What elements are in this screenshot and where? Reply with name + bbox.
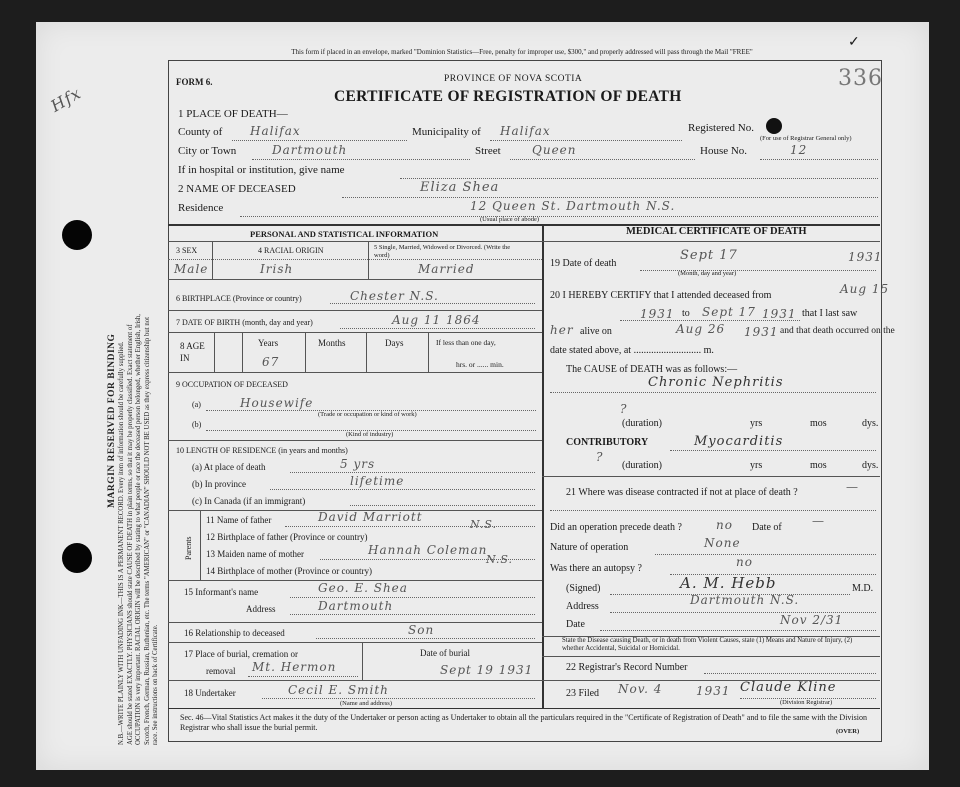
racial-origin-value: Irish xyxy=(260,262,294,276)
signed-date-value: Nov 2/31 xyxy=(780,613,844,627)
contributory-yrs-label: yrs xyxy=(750,460,763,471)
city-value: Dartmouth xyxy=(272,143,348,157)
autopsy-value: no xyxy=(736,555,753,569)
filed-value: Nov. 4 xyxy=(618,682,663,696)
contributory-value: Myocarditis xyxy=(694,434,784,449)
days-label: Days xyxy=(385,338,404,348)
relationship-value: Son xyxy=(408,623,435,637)
relationship-label: 16 Relationship to deceased xyxy=(184,628,285,638)
date-of-death-label: 19 Date of death xyxy=(550,258,617,269)
father-birthplace-value: N.S. xyxy=(470,518,498,531)
undertaker-label: 18 Undertaker xyxy=(184,688,236,698)
father-name-value: David Marriott xyxy=(318,510,423,524)
signed-date-label: Date xyxy=(566,619,585,630)
in-province-value: lifetime xyxy=(350,474,405,488)
contributory-label: CONTRIBUTORY xyxy=(566,437,649,448)
burial-date-label: Date of burial xyxy=(420,648,470,658)
mother-name-value: Hannah Coleman xyxy=(368,543,488,557)
street-value: Queen xyxy=(532,143,577,157)
marital-status-label: 5 Single, Married, Widowed or Divorced. (Write the word) xyxy=(374,244,511,259)
operation-value: no xyxy=(716,518,733,532)
ink-blot xyxy=(766,118,782,134)
abode-note: (Usual place of abode) xyxy=(480,216,540,223)
punch-hole-top xyxy=(62,220,92,250)
personal-heading: PERSONAL AND STATISTICAL INFORMATION xyxy=(250,229,439,239)
mother-birthplace-value: N.S. xyxy=(486,553,514,566)
alive-on-value: Aug 26 xyxy=(676,322,726,336)
mother-birthplace-label: 14 Birthplace of mother (Province or country) xyxy=(206,566,372,576)
residence-value: 12 Queen St. Dartmouth N.S. xyxy=(470,199,676,213)
date-stated-label: date stated above, at ........................... m. xyxy=(550,345,714,356)
postage-notice: This form if placed in an envelope, marked "Dominion Statistics—Free, penalty for improper use, $300," and properly addressed will pass through the Mail "FREE" xyxy=(291,48,753,56)
age-years-value: 67 xyxy=(262,355,280,369)
margin-handwriting: Hfx xyxy=(47,83,85,116)
marital-status-value: Married xyxy=(418,262,475,276)
industry-note: (Kind of industry) xyxy=(346,431,394,438)
and-death-label: and that death occurred on the xyxy=(780,326,895,336)
birthplace-value: Chester N.S. xyxy=(350,289,439,303)
operation-label: Did an operation precede death ? xyxy=(550,522,682,533)
father-birthplace-label: 12 Birthplace of father (Province or country) xyxy=(206,532,368,542)
date-of-death-year: 1931 xyxy=(848,250,883,264)
trade-note: (Trade or occupation or kind of work) xyxy=(318,411,417,418)
house-value: 12 xyxy=(790,143,808,157)
occupation-b-label: (b) xyxy=(192,420,202,429)
certify-label: 20 I HEREBY CERTIFY that I attended deceased from xyxy=(550,290,772,301)
in-canada-label: (c) In Canada (if an immigrant) xyxy=(192,496,306,506)
contributory-mos-label: mos xyxy=(810,460,827,471)
undertaker-note: (Name and address) xyxy=(340,700,392,707)
sex-label: 3 SEX xyxy=(176,246,198,255)
nature-label: Nature of operation xyxy=(550,542,629,553)
contributory-duration-label: (duration) xyxy=(622,460,662,471)
city-label: City or Town xyxy=(178,145,237,157)
her-value: her xyxy=(550,323,574,337)
date-of-birth-label: 7 DATE OF BIRTH (month, day and year) xyxy=(176,318,313,327)
burial-place-value: Mt. Hermon xyxy=(252,660,337,674)
racial-origin-label: 4 RACIAL ORIGIN xyxy=(258,246,324,255)
registered-label: Registered No. xyxy=(688,122,754,134)
burial-date-value: Sept 19 1931 xyxy=(440,663,534,677)
at-place-value: 5 yrs xyxy=(340,457,376,471)
date-of-death-note: (Month, day and year) xyxy=(678,270,737,277)
registrar-record-label: 22 Registrar's Record Number xyxy=(566,662,688,673)
filed-label: 23 Filed xyxy=(566,688,600,699)
informant-address-value: Dartmouth xyxy=(318,599,394,613)
burial-label: 17 Place of burial, cremation or xyxy=(184,649,298,659)
father-name-label: 11 Name of father xyxy=(206,515,272,525)
less-than-day-label: If less than one day, xyxy=(436,338,496,347)
street-label: Street xyxy=(475,145,501,157)
signed-value: A. M. Hebb xyxy=(680,574,777,592)
age-label: 8 AGE IN xyxy=(180,341,205,363)
contributory-dys-label: dys. xyxy=(862,460,879,471)
filed-year: 1931 xyxy=(696,684,731,698)
date-of-birth-value: Aug 11 1864 xyxy=(392,313,481,327)
check-mark: ✓ xyxy=(848,35,860,50)
house-label: House No. xyxy=(700,145,748,157)
state-disease-note: State the Disease causing Death, or in death from Violent Causes, state (1) Means and Nature of Injury, (2) whether Accidental, Suicidal or Homicidal. xyxy=(562,637,853,652)
sex-value: Male xyxy=(174,262,209,276)
province-heading: PROVINCE OF NOVA SCOTIA xyxy=(444,74,583,84)
margin-reserved-label: MARGIN RESERVED FOR BINDING xyxy=(107,333,117,508)
footer-note: Sec. 46—Vital Statistics Act makes it the duty of the Undertaker or person acting as Undertaker to obtain all the particulars required in the "Certificate of Registration of Death" and to file the same with the Division Registrar who shall issue the burial permit. xyxy=(180,713,867,732)
cause-duration-value: ? xyxy=(620,402,628,416)
contributory-duration-value: ? xyxy=(596,450,604,464)
to-label: to xyxy=(682,308,690,319)
physician-address-label: Address xyxy=(566,601,599,612)
residence-label: Residence xyxy=(178,202,224,214)
cause-mos-label: mos xyxy=(810,418,827,429)
cause-yrs-label: yrs xyxy=(750,418,763,429)
medical-heading: MEDICAL CERTIFICATE OF DEATH xyxy=(626,226,807,237)
cause-label: The CAUSE of DEATH was as follows:— xyxy=(566,364,738,375)
deceased-name-value: Eliza Shea xyxy=(420,180,500,195)
municipality-label: Municipality of xyxy=(412,126,481,138)
attended-from-value: Aug 15 xyxy=(840,282,890,296)
cause-duration-label: (duration) xyxy=(622,418,662,429)
hospital-label: If in hospital or institution, give name xyxy=(178,164,345,176)
division-registrar-value: Claude Kline xyxy=(740,680,837,695)
form-number: FORM 6. xyxy=(176,77,213,87)
date-of-label: Date of xyxy=(752,522,782,533)
attended-to-year: 1931 xyxy=(762,307,797,321)
attended-to-value: Sept 17 xyxy=(702,305,756,319)
in-province-label: (b) In province xyxy=(192,479,246,489)
date-of-death-value: Sept 17 xyxy=(680,248,738,263)
undertaker-value: Cecil E. Smith xyxy=(288,683,389,697)
footer-over: (OVER) xyxy=(836,728,860,735)
cause-dys-label: dys. xyxy=(862,418,879,429)
page-number: 336 xyxy=(838,66,883,91)
occupation-value: Housewife xyxy=(240,396,314,410)
signed-label: (Signed) xyxy=(566,583,601,594)
place-of-death-heading: 1 PLACE OF DEATH— xyxy=(178,108,288,120)
last-saw-label: that I last saw xyxy=(802,308,858,319)
county-label: County of xyxy=(178,126,223,138)
physician-address-value: Dartmouth N.S. xyxy=(690,593,800,607)
hrs-min-label: hrs. or ...... min. xyxy=(456,360,504,369)
informant-label: 15 Informant's name xyxy=(184,587,259,597)
mother-name-label: 13 Maiden name of mother xyxy=(206,549,304,559)
attended-from-year: 1931 xyxy=(640,307,675,321)
years-label: Years xyxy=(258,338,279,348)
parents-label: Parents xyxy=(184,536,193,560)
contracted-dash: — xyxy=(846,480,859,494)
alive-on-label: alive on xyxy=(580,326,612,337)
nature-value: None xyxy=(704,536,741,550)
registered-note: (For use of Registrar General only) xyxy=(760,135,852,142)
at-place-label: (a) At place of death xyxy=(192,462,266,472)
informant-value: Geo. E. Shea xyxy=(318,581,408,595)
informant-address-label: Address xyxy=(246,604,276,614)
occupation-label: 9 OCCUPATION OF DECEASED xyxy=(176,380,288,389)
months-label: Months xyxy=(318,338,346,348)
division-registrar-note: (Division Registrar) xyxy=(780,699,833,706)
date-of-dash: — xyxy=(812,514,825,528)
birthplace-label: 6 BIRTHPLACE (Province or country) xyxy=(176,294,302,303)
alive-on-year: 1931 xyxy=(744,325,779,339)
deceased-name-label: 2 NAME OF DECEASED xyxy=(178,183,296,195)
removal-label: removal xyxy=(206,666,236,676)
margin-note: N.B.—WRITE PLAINLY WITH UNFADING INK—THIS IS A PERMANENT RECORD. Every item of information should be carefully supplied. AGE should be stated EXACTLY. PHYSICIANS should state CAUSE OF DEATH in plain terms, so that it may be properly classified. Exact statement of OCCUPATION is very important. RACIAL ORIGIN will be described by stating to what people or race the deceased person belonged, whether English, Irish, Scotch, French, German, Russian, Ruthenian, etc. The terms "AMERICAN" or "CANADIAN" SHOULD NOT BE USED as they express citizenship but not race. See instructions on back of Certificate. xyxy=(118,313,159,745)
autopsy-label: Was there an autopsy ? xyxy=(550,563,642,574)
md-label: M.D. xyxy=(852,583,874,594)
cause-value: Chronic Nephritis xyxy=(648,375,784,390)
municipality-value: Halifax xyxy=(500,124,551,138)
contracted-label: 21 Where was disease contracted if not at place of death ? xyxy=(566,487,798,498)
page-title: CERTIFICATE OF REGISTRATION OF DEATH xyxy=(334,88,682,105)
length-of-residence-label: 10 LENGTH OF RESIDENCE (in years and months) xyxy=(176,446,348,455)
occupation-a-label: (a) xyxy=(192,400,201,409)
punch-hole-bottom xyxy=(62,543,92,573)
county-value: Halifax xyxy=(250,124,301,138)
